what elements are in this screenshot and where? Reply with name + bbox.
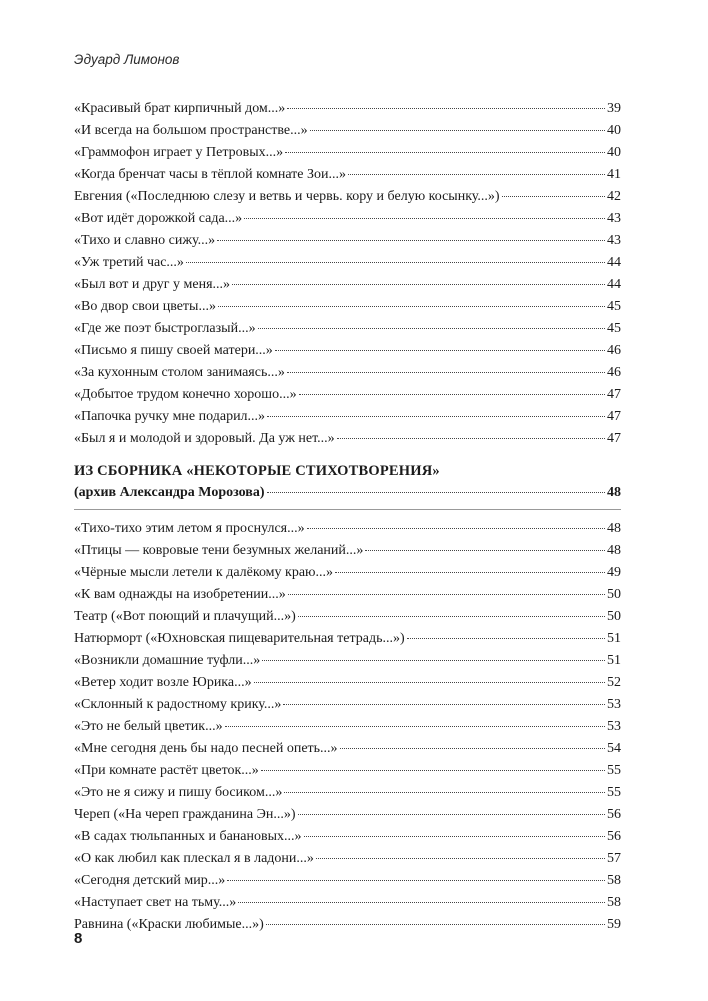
section-subtitle-entry[interactable] xyxy=(74,482,621,504)
dot-leader xyxy=(304,835,605,837)
toc-entry[interactable] xyxy=(74,782,621,804)
toc-entry[interactable] xyxy=(74,584,621,606)
toc-entry-page: 42 xyxy=(607,189,621,204)
toc-entry[interactable] xyxy=(74,186,621,208)
dot-leader xyxy=(254,681,605,683)
toc-entry[interactable] xyxy=(74,428,621,450)
toc-entry-title: «Во двор свои цветы...» xyxy=(74,299,216,314)
toc-entry[interactable] xyxy=(74,208,621,230)
dot-leader xyxy=(287,371,605,373)
toc-entry[interactable] xyxy=(74,694,621,716)
toc-entry-page: 40 xyxy=(607,145,621,160)
toc-entry[interactable] xyxy=(74,848,621,870)
toc-entry[interactable] xyxy=(74,274,621,296)
dot-leader xyxy=(340,747,605,749)
dot-leader xyxy=(217,239,605,241)
dot-leader xyxy=(186,261,605,263)
toc-entry-title: «Красивый брат кирпичный дом...» xyxy=(74,101,286,116)
toc-entry[interactable] xyxy=(74,318,621,340)
dot-leader xyxy=(337,437,605,439)
toc-entry-title: «Вот идёт дорожкой сада...» xyxy=(74,211,243,226)
toc-list-part2 xyxy=(74,518,621,936)
toc-entry-page: 45 xyxy=(607,299,621,314)
toc-entry-page: 45 xyxy=(607,321,621,336)
toc-entry-title: «Тихо-тихо этим летом я проснулся...» xyxy=(74,521,305,536)
dot-leader xyxy=(218,305,605,307)
toc-entry[interactable] xyxy=(74,252,621,274)
toc-entry-page: 47 xyxy=(607,409,621,424)
toc-entry-page: 57 xyxy=(607,851,621,866)
dot-leader xyxy=(310,129,605,131)
toc-entry-page: 56 xyxy=(607,829,621,844)
toc-entry[interactable] xyxy=(74,230,621,252)
dot-leader xyxy=(348,173,605,175)
toc-entry-title: «Добытое трудом конечно хорошо...» xyxy=(74,387,297,402)
section-rule xyxy=(74,509,621,510)
toc-entry-page: 44 xyxy=(607,277,621,292)
toc-entry-title: «Наступает свет на тьму...» xyxy=(74,895,237,910)
toc-entry-title: «Письмо я пишу своей матери...» xyxy=(74,343,273,358)
toc-entry-title: «Мне сегодня день бы надо песней опеть...» xyxy=(74,741,338,756)
toc-entry-page: 41 xyxy=(607,167,621,182)
toc-entry[interactable] xyxy=(74,362,621,384)
toc-entry-title: «Был вот и друг у меня...» xyxy=(74,277,231,292)
toc-entry-page: 48 xyxy=(607,543,621,558)
toc-entry[interactable] xyxy=(74,606,621,628)
toc-entry-title: «Когда бренчат часы в тёплой комнате Зои...» xyxy=(74,167,347,182)
section-heading xyxy=(74,460,621,510)
toc-entry-page: 47 xyxy=(607,431,621,446)
toc-entry[interactable] xyxy=(74,518,621,540)
toc-entry-page: 44 xyxy=(607,255,621,270)
dot-leader xyxy=(238,901,605,903)
dot-leader xyxy=(407,637,605,639)
toc-entry[interactable] xyxy=(74,340,621,362)
toc-entry[interactable] xyxy=(74,98,621,120)
toc-entry[interactable] xyxy=(74,672,621,694)
toc-entry-title: «Был я и молодой и здоровый. Да уж нет...» xyxy=(74,431,335,446)
toc-entry[interactable] xyxy=(74,540,621,562)
dot-leader xyxy=(299,393,605,395)
toc-entry-page: 43 xyxy=(607,233,621,248)
toc-entry-page: 49 xyxy=(607,565,621,580)
toc-entry-page: 53 xyxy=(607,719,621,734)
dot-leader xyxy=(244,217,605,219)
dot-leader xyxy=(298,813,605,815)
toc-entry-title: «Сегодня детский мир...» xyxy=(74,873,226,888)
toc-entry-title: «К вам однажды на изобретении...» xyxy=(74,587,286,602)
toc-entry-title: «И всегда на большом пространстве...» xyxy=(74,123,308,138)
toc-entry-page: 52 xyxy=(607,675,621,690)
toc-entry-page: 46 xyxy=(607,365,621,380)
toc-entry[interactable] xyxy=(74,650,621,672)
toc-entry[interactable] xyxy=(74,296,621,318)
toc-entry-title: «При комнате растёт цветок...» xyxy=(74,763,259,778)
section-subtitle: (архив Александра Морозова) xyxy=(74,485,265,500)
toc-entry-title: «За кухонным столом занимаясь...» xyxy=(74,365,285,380)
toc-entry-title: Театр («Вот поющий и плачущий...») xyxy=(74,609,296,624)
running-head-author: Эдуард Лимонов xyxy=(74,52,180,67)
dot-leader xyxy=(283,703,605,705)
dot-leader xyxy=(232,283,605,285)
toc-entry-page: 59 xyxy=(607,917,621,932)
dot-leader xyxy=(266,923,605,925)
toc-entry-page: 56 xyxy=(607,807,621,822)
table-of-contents xyxy=(74,98,621,936)
toc-entry-page: 51 xyxy=(607,631,621,646)
dot-leader xyxy=(335,571,605,573)
dot-leader xyxy=(288,593,605,595)
toc-entry-title: Череп («На череп гражданина Эн...») xyxy=(74,807,296,822)
toc-entry[interactable] xyxy=(74,826,621,848)
toc-entry-page: 50 xyxy=(607,609,621,624)
toc-entry-page: 50 xyxy=(607,587,621,602)
dot-leader xyxy=(284,791,605,793)
dot-leader xyxy=(502,195,605,197)
toc-entry-title: «Тихо и славно сижу...» xyxy=(74,233,216,248)
toc-entry-page: 55 xyxy=(607,785,621,800)
toc-entry-title: «Возникли домашние туфли...» xyxy=(74,653,261,668)
toc-entry-page: 47 xyxy=(607,387,621,402)
toc-entry-page: 55 xyxy=(607,763,621,778)
dot-leader xyxy=(261,769,605,771)
toc-entry-page: 51 xyxy=(607,653,621,668)
dot-leader xyxy=(227,879,605,881)
toc-entry-title: «Чёрные мысли летели к далёкому краю...» xyxy=(74,565,334,580)
toc-entry-page: 53 xyxy=(607,697,621,712)
dot-leader xyxy=(275,349,605,351)
dot-leader xyxy=(262,659,605,661)
dot-leader xyxy=(287,107,605,109)
toc-entry-title: «Ветер ходит возле Юрика...» xyxy=(74,675,252,690)
toc-entry-page: 39 xyxy=(607,101,621,116)
dot-leader xyxy=(316,857,605,859)
section-page: 48 xyxy=(607,485,621,500)
toc-entry[interactable] xyxy=(74,628,621,650)
toc-entry-page: 54 xyxy=(607,741,621,756)
toc-entry-title: «Это не я сижу и пишу босиком...» xyxy=(74,785,283,800)
toc-entry-title: Евгения («Последнюю слезу и ветвь и червь. кору и белую косынку...») xyxy=(74,189,500,204)
dot-leader xyxy=(307,527,605,529)
toc-entry[interactable] xyxy=(74,164,621,186)
dot-leader xyxy=(298,615,605,617)
toc-entry[interactable] xyxy=(74,760,621,782)
toc-entry[interactable] xyxy=(74,142,621,164)
toc-entry-title: «В садах тюльпанных и банановых...» xyxy=(74,829,302,844)
toc-entry-page: 46 xyxy=(607,343,621,358)
toc-entry[interactable] xyxy=(74,716,621,738)
toc-entry[interactable] xyxy=(74,384,621,406)
toc-entry[interactable] xyxy=(74,738,621,760)
dot-leader xyxy=(258,327,605,329)
toc-entry[interactable] xyxy=(74,914,621,936)
toc-entry[interactable] xyxy=(74,120,621,142)
toc-entry-title: Натюрморт («Юхновская пищеварительная тетрадь...») xyxy=(74,631,405,646)
toc-entry[interactable] xyxy=(74,406,621,428)
dot-leader xyxy=(267,491,605,493)
toc-entry-page: 58 xyxy=(607,873,621,888)
toc-entry-title: «Склонный к радостному крику...» xyxy=(74,697,282,712)
toc-entry-title: «Граммофон играет у Петровых...» xyxy=(74,145,284,160)
toc-entry[interactable] xyxy=(74,804,621,826)
dot-leader xyxy=(267,415,605,417)
dot-leader xyxy=(365,549,605,551)
toc-entry-title: «Птицы — ковровые тени безумных желаний...» xyxy=(74,543,364,558)
dot-leader xyxy=(225,725,605,727)
toc-entry-title: «Уж третий час...» xyxy=(74,255,184,270)
toc-entry-title: «Папочка ручку мне подарил...» xyxy=(74,409,266,424)
toc-entry-title: «О как любил как плескал я в ладони...» xyxy=(74,851,314,866)
toc-entry-page: 40 xyxy=(607,123,621,138)
toc-entry-page: 43 xyxy=(607,211,621,226)
toc-entry[interactable] xyxy=(74,870,621,892)
dot-leader xyxy=(285,151,605,153)
toc-entry-title: «Это не белый цветик...» xyxy=(74,719,223,734)
toc-entry[interactable] xyxy=(74,562,621,584)
section-title: ИЗ СБОРНИКА «НЕКОТОРЫЕ СТИХОТВОРЕНИЯ» xyxy=(74,463,440,479)
toc-list-part1 xyxy=(74,98,621,450)
toc-entry-page: 48 xyxy=(607,521,621,536)
page-number: 8 xyxy=(74,930,83,947)
toc-entry[interactable] xyxy=(74,892,621,914)
toc-entry-page: 58 xyxy=(607,895,621,910)
toc-entry-title: «Где же поэт быстроглазый...» xyxy=(74,321,256,336)
toc-entry-title: Равнина («Краски любимые...») xyxy=(74,917,264,932)
